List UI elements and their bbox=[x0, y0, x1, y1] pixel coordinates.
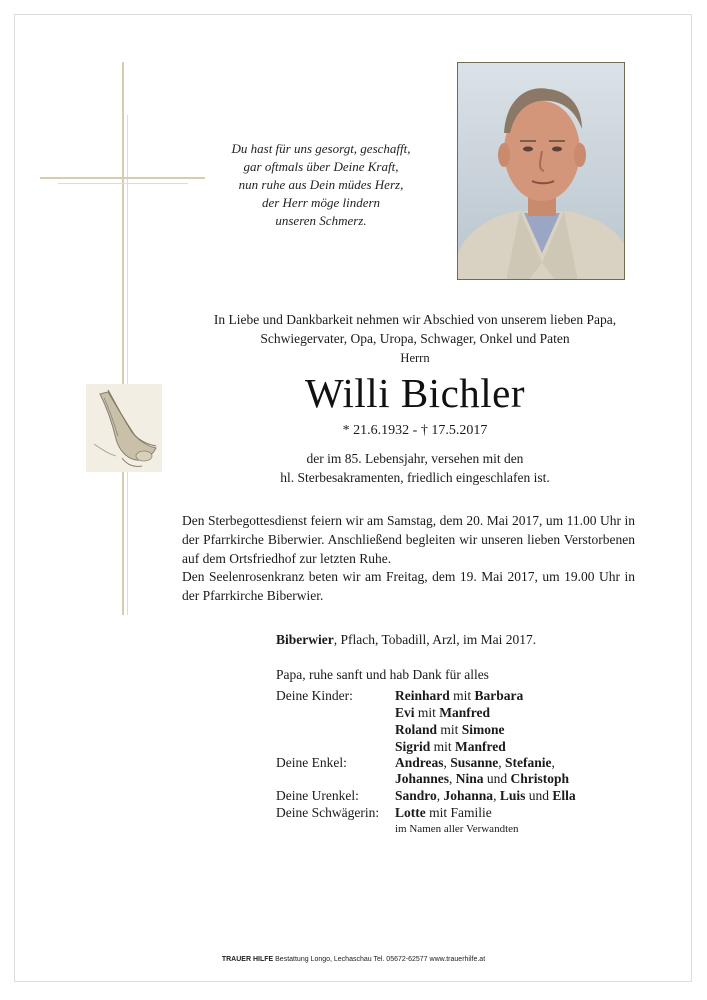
relatives-note: im Namen aller Verwandten bbox=[395, 823, 519, 835]
age-line: hl. Sterbesakramenten, friedlich eingeschlafen ist. bbox=[280, 470, 550, 485]
poem-line: nun ruhe aus Dein müdes Herz, bbox=[238, 177, 404, 192]
poem-line: unseren Schmerz. bbox=[275, 213, 367, 228]
cross-horizontal-line bbox=[40, 177, 205, 179]
place-rest: , Pflach, Tobadill, Arzl, im Mai 2017. bbox=[333, 632, 537, 647]
portrait-photo bbox=[457, 62, 625, 280]
grandchildren-line: Andreas, Susanne, Stefanie, bbox=[395, 755, 555, 770]
child-line: Roland mit Simone bbox=[395, 722, 505, 737]
place-bold: Biberwier bbox=[276, 632, 334, 647]
poem-line: der Herr möge lindern bbox=[261, 195, 381, 210]
poem-line: Du hast für uns gesorgt, geschafft, bbox=[231, 141, 411, 156]
cross-horizontal-line-thin bbox=[58, 183, 188, 184]
age-line: der im 85. Lebensjahr, versehen mit den bbox=[306, 451, 524, 466]
place-line bbox=[276, 632, 536, 648]
sister-in-law-line: Lotte mit Familie bbox=[395, 805, 492, 820]
life-dates: * 21.6.1932 - † 17.5.2017 bbox=[342, 423, 488, 438]
great-grandchildren-line: Sandro, Johanna, Luis und Ella bbox=[395, 788, 576, 803]
great-grandchildren-label: Deine Urenkel: bbox=[276, 788, 359, 803]
footer-text: Bestattung Longo, Lechaschau Tel. 05672-62577 www.trauerhilfe.at bbox=[273, 956, 486, 963]
rosary-paragraph: Den Seelenrosenkranz beten wir am Freitag, dem 19. Mai 2017, um 19.00 Uhr in der Pfarrkirche Biberwier. bbox=[182, 569, 635, 603]
funeral-service-paragraph: Den Sterbegottesdienst feiern wir am Samstag, dem 20. Mai 2017, um 11.00 Uhr in der Pfarrkirche Biberwier. Anschließend begleiten wir unseren lieben Verstorbenen auf dem Ortsfriedhof zur letzten Ruhe. bbox=[182, 513, 635, 566]
child-line: Reinhard mit Barbara bbox=[395, 688, 524, 703]
deceased-name: Willi Bichler bbox=[304, 370, 526, 416]
age-text bbox=[150, 449, 680, 487]
footer bbox=[0, 956, 707, 963]
cross-vertical-line-thin bbox=[127, 115, 128, 615]
poem bbox=[210, 140, 432, 230]
grandchildren-line: Johannes, Nina und Christoph bbox=[395, 771, 570, 786]
child-line: Evi mit Manfred bbox=[395, 705, 491, 720]
thanks-line: Papa, ruhe sanft und hab Dank für alles bbox=[276, 667, 489, 682]
intro-line: Schwiegervater, Opa, Uropa, Schwager, Onkel und Paten bbox=[260, 331, 570, 346]
sister-in-law-label: Deine Schwägerin: bbox=[276, 805, 380, 820]
cross-vertical-line bbox=[122, 62, 124, 615]
intro-text bbox=[150, 310, 680, 348]
grandchildren-label: Deine Enkel: bbox=[276, 755, 347, 770]
salutation: Herrn bbox=[400, 351, 430, 365]
intro-line: In Liebe und Dankbarkeit nehmen wir Abschied von unserem lieben Papa, bbox=[213, 312, 617, 327]
footer-brand: TRAUER HILFE bbox=[221, 956, 274, 963]
child-line: Sigrid mit Manfred bbox=[395, 739, 506, 754]
poem-line: gar oftmals über Deine Kraft, bbox=[243, 159, 399, 174]
children-label: Deine Kinder: bbox=[276, 688, 353, 703]
